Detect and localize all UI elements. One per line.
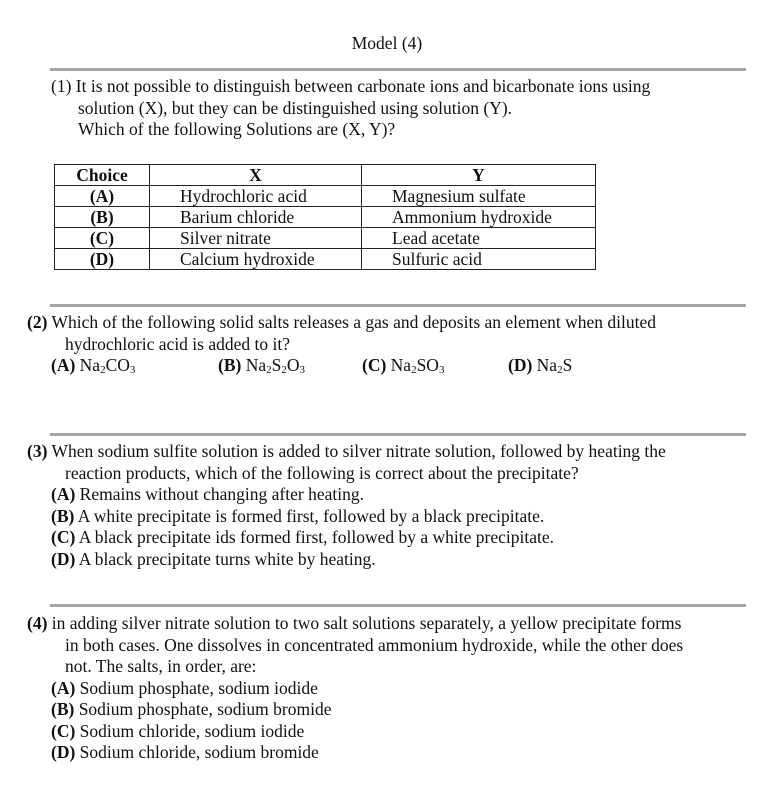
table-row[interactable] bbox=[55, 186, 596, 207]
option-label: (D) bbox=[508, 355, 533, 375]
question-text: It is not possible to distinguish between carbonate ions and bicarbonate ions using bbox=[75, 76, 651, 96]
question-text: not. The salts, in order, are: bbox=[65, 656, 257, 676]
question-1 bbox=[51, 76, 650, 141]
divider bbox=[50, 604, 746, 607]
option-label: (A) bbox=[51, 677, 76, 698]
question-number: (4) bbox=[27, 613, 48, 633]
option-label: (A) bbox=[51, 484, 76, 504]
question-text: in adding silver nitrate solution to two salt solutions separately, a yellow precipitate forms bbox=[51, 613, 682, 633]
table-row[interactable] bbox=[55, 249, 596, 270]
option-label: (C) bbox=[362, 355, 387, 375]
option-b[interactable]: (B) $Na_2S_2O_3$ bbox=[218, 355, 305, 376]
question-text: Which of the following Solutions are (X, Y)? bbox=[78, 119, 396, 139]
y-cell: Ammonium hydroxide bbox=[362, 207, 596, 228]
option-label: (B) bbox=[51, 699, 75, 719]
choices-table bbox=[54, 164, 596, 270]
choice-cell: (D) bbox=[55, 249, 150, 270]
question-text: Which of the following solid salts releases a gas and deposits an element when diluted bbox=[51, 312, 657, 332]
y-cell: Lead acetate bbox=[362, 228, 596, 249]
choice-cell: (C) bbox=[55, 228, 150, 249]
question-text: in both cases. One dissolves in concentrated ammonium hydroxide, while the other does bbox=[65, 634, 684, 655]
option-a[interactable]: (A) $Na_2CO_3$ bbox=[51, 355, 136, 376]
question-text: When sodium sulfite solution is added to silver nitrate solution, followed by heating the bbox=[51, 441, 666, 461]
option-text: Sodium phosphate, sodium bromide bbox=[78, 699, 332, 719]
choice-cell: (A) bbox=[55, 186, 150, 207]
option-c[interactable] bbox=[27, 527, 666, 549]
option-c[interactable]: (C) $Na_2SO_3$ bbox=[362, 355, 445, 376]
column-header-x: X bbox=[150, 165, 362, 186]
option-b[interactable] bbox=[27, 506, 666, 528]
x-cell: Barium chloride bbox=[150, 207, 362, 228]
option-text: Sodium chloride, sodium bromide bbox=[79, 742, 319, 762]
x-cell: Hydrochloric acid bbox=[150, 186, 362, 207]
question-text: solution (X), but they can be distinguished using solution (Y). bbox=[78, 97, 513, 118]
option-d[interactable] bbox=[27, 549, 666, 571]
option-label: (B) bbox=[51, 505, 75, 526]
option-b[interactable] bbox=[27, 699, 683, 721]
option-label: (A) bbox=[51, 355, 76, 375]
x-cell: Silver nitrate bbox=[150, 228, 362, 249]
question-3 bbox=[27, 441, 666, 570]
option-text: A black precipitate turns white by heating. bbox=[78, 548, 376, 569]
option-text: A black precipitate ids formed first, followed by a white precipitate. bbox=[78, 527, 554, 547]
option-a[interactable] bbox=[27, 678, 683, 700]
question-4 bbox=[27, 613, 683, 764]
choice-cell: (B) bbox=[55, 207, 150, 228]
page-title: Model (4) bbox=[351, 33, 423, 53]
option-d[interactable] bbox=[27, 742, 683, 764]
x-cell: Calcium hydroxide bbox=[150, 249, 362, 270]
option-label: (C) bbox=[51, 720, 76, 741]
option-label: (D) bbox=[51, 548, 76, 569]
table-row[interactable] bbox=[55, 228, 596, 249]
option-label: (D) bbox=[51, 742, 76, 762]
option-label: (B) bbox=[218, 355, 242, 375]
question-text: reaction products, which of the following is correct about the precipitate? bbox=[65, 462, 579, 483]
question-number: (1) bbox=[51, 76, 72, 96]
table-row[interactable] bbox=[55, 207, 596, 228]
option-text: Sodium phosphate, sodium iodide bbox=[79, 677, 318, 698]
option-a[interactable] bbox=[27, 484, 666, 506]
question-number: (3) bbox=[27, 441, 48, 461]
option-text: Sodium chloride, sodium iodide bbox=[79, 720, 305, 741]
divider bbox=[50, 304, 746, 307]
table-header-row bbox=[55, 165, 596, 186]
divider bbox=[50, 433, 746, 436]
option-c[interactable] bbox=[27, 721, 683, 743]
question-number: (2) bbox=[27, 312, 48, 332]
option-label: (C) bbox=[51, 527, 76, 547]
y-cell: Sulfuric acid bbox=[362, 249, 596, 270]
y-cell: Magnesium sulfate bbox=[362, 186, 596, 207]
question-text: hydrochloric acid is added to it? bbox=[65, 333, 290, 354]
column-header-y: Y bbox=[362, 165, 596, 186]
question-2 bbox=[27, 312, 656, 355]
option-text: Remains without changing after heating. bbox=[79, 484, 364, 504]
option-text: A white precipitate is formed first, followed by a black precipitate. bbox=[77, 505, 545, 526]
divider bbox=[50, 68, 746, 71]
column-header-choice: Choice bbox=[55, 165, 150, 186]
option-d[interactable]: (D) $Na_2S$ bbox=[508, 355, 573, 376]
